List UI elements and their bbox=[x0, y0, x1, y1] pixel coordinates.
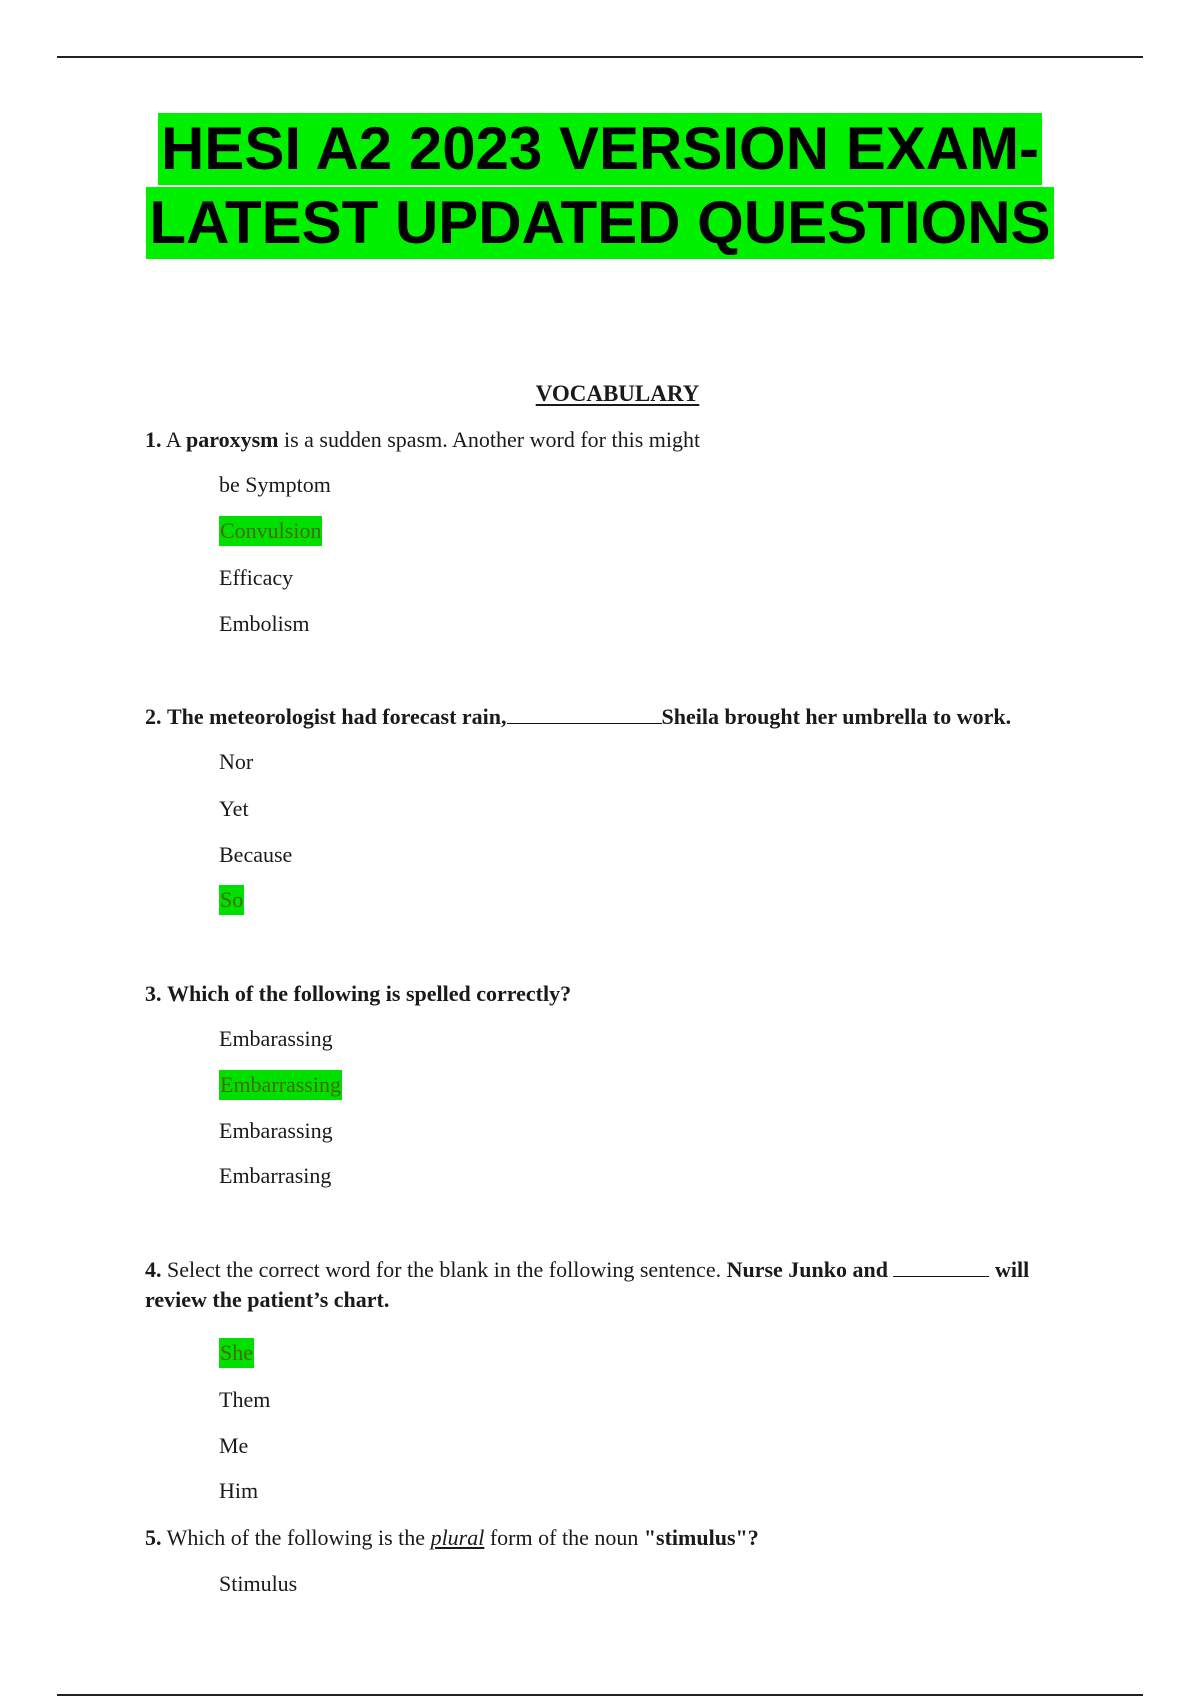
option-correct: She bbox=[219, 1338, 254, 1368]
option: Nor bbox=[219, 749, 254, 774]
option: Efficacy bbox=[219, 565, 294, 590]
question-number: 1. bbox=[145, 427, 162, 452]
question-4 bbox=[145, 1254, 1085, 1315]
question-5 bbox=[145, 1523, 1105, 1553]
option-correct: So bbox=[219, 885, 244, 915]
option: Them bbox=[219, 1387, 271, 1412]
option: Embarassing bbox=[219, 1026, 333, 1051]
question-text: Select the correct word for the blank in the following sentence. bbox=[161, 1257, 727, 1282]
question-text: Sheila brought her umbrella to work. bbox=[661, 704, 1012, 729]
question-text: Which of the following is spelled correctly? bbox=[167, 981, 572, 1006]
option-correct: Convulsion bbox=[219, 516, 322, 546]
bottom-rule bbox=[57, 1694, 1143, 1696]
option: Because bbox=[219, 842, 293, 867]
question-text: will review the patient’s chart. bbox=[145, 1257, 1030, 1312]
question-text: The meteorologist had forecast rain, bbox=[167, 704, 507, 729]
option-correct: Embarrassing bbox=[219, 1070, 342, 1100]
question-number: 5. bbox=[145, 1525, 162, 1550]
question-text: A bbox=[165, 427, 186, 452]
option: Embolism bbox=[219, 611, 310, 636]
question-number: 4. bbox=[145, 1257, 162, 1282]
option: Him bbox=[219, 1478, 259, 1503]
answer-blank bbox=[507, 701, 662, 724]
question-text: Nurse Junko and bbox=[726, 1257, 894, 1282]
question-keyword: paroxysm bbox=[185, 427, 279, 452]
question-text: form of the noun bbox=[484, 1525, 644, 1550]
question-keyword: "stimulus"? bbox=[643, 1525, 759, 1550]
question-number: 3. bbox=[145, 981, 162, 1006]
question-emphasis: plural bbox=[430, 1525, 485, 1550]
question-1 bbox=[145, 425, 1105, 455]
question-3 bbox=[145, 979, 1105, 1009]
answer-blank bbox=[893, 1254, 989, 1277]
option: Yet bbox=[219, 796, 249, 821]
question-2 bbox=[145, 701, 1145, 732]
option: Embarrasing bbox=[219, 1163, 332, 1188]
title-line-1: HESI A2 2023 VERSION EXAM- bbox=[158, 113, 1042, 185]
option: Me bbox=[219, 1433, 249, 1458]
question-text: Which of the following is the bbox=[161, 1525, 431, 1550]
option: be Symptom bbox=[219, 472, 331, 497]
question-number: 2. bbox=[145, 704, 162, 729]
section-heading: VOCABULARY bbox=[535, 381, 700, 406]
option: Stimulus bbox=[219, 1571, 298, 1596]
title-line-2: LATEST UPDATED QUESTIONS bbox=[146, 187, 1053, 259]
option: Embarassing bbox=[219, 1118, 333, 1143]
question-text: is a sudden spasm. Another word for this might bbox=[278, 427, 701, 452]
top-rule bbox=[57, 56, 1143, 58]
document-title bbox=[0, 113, 1200, 259]
